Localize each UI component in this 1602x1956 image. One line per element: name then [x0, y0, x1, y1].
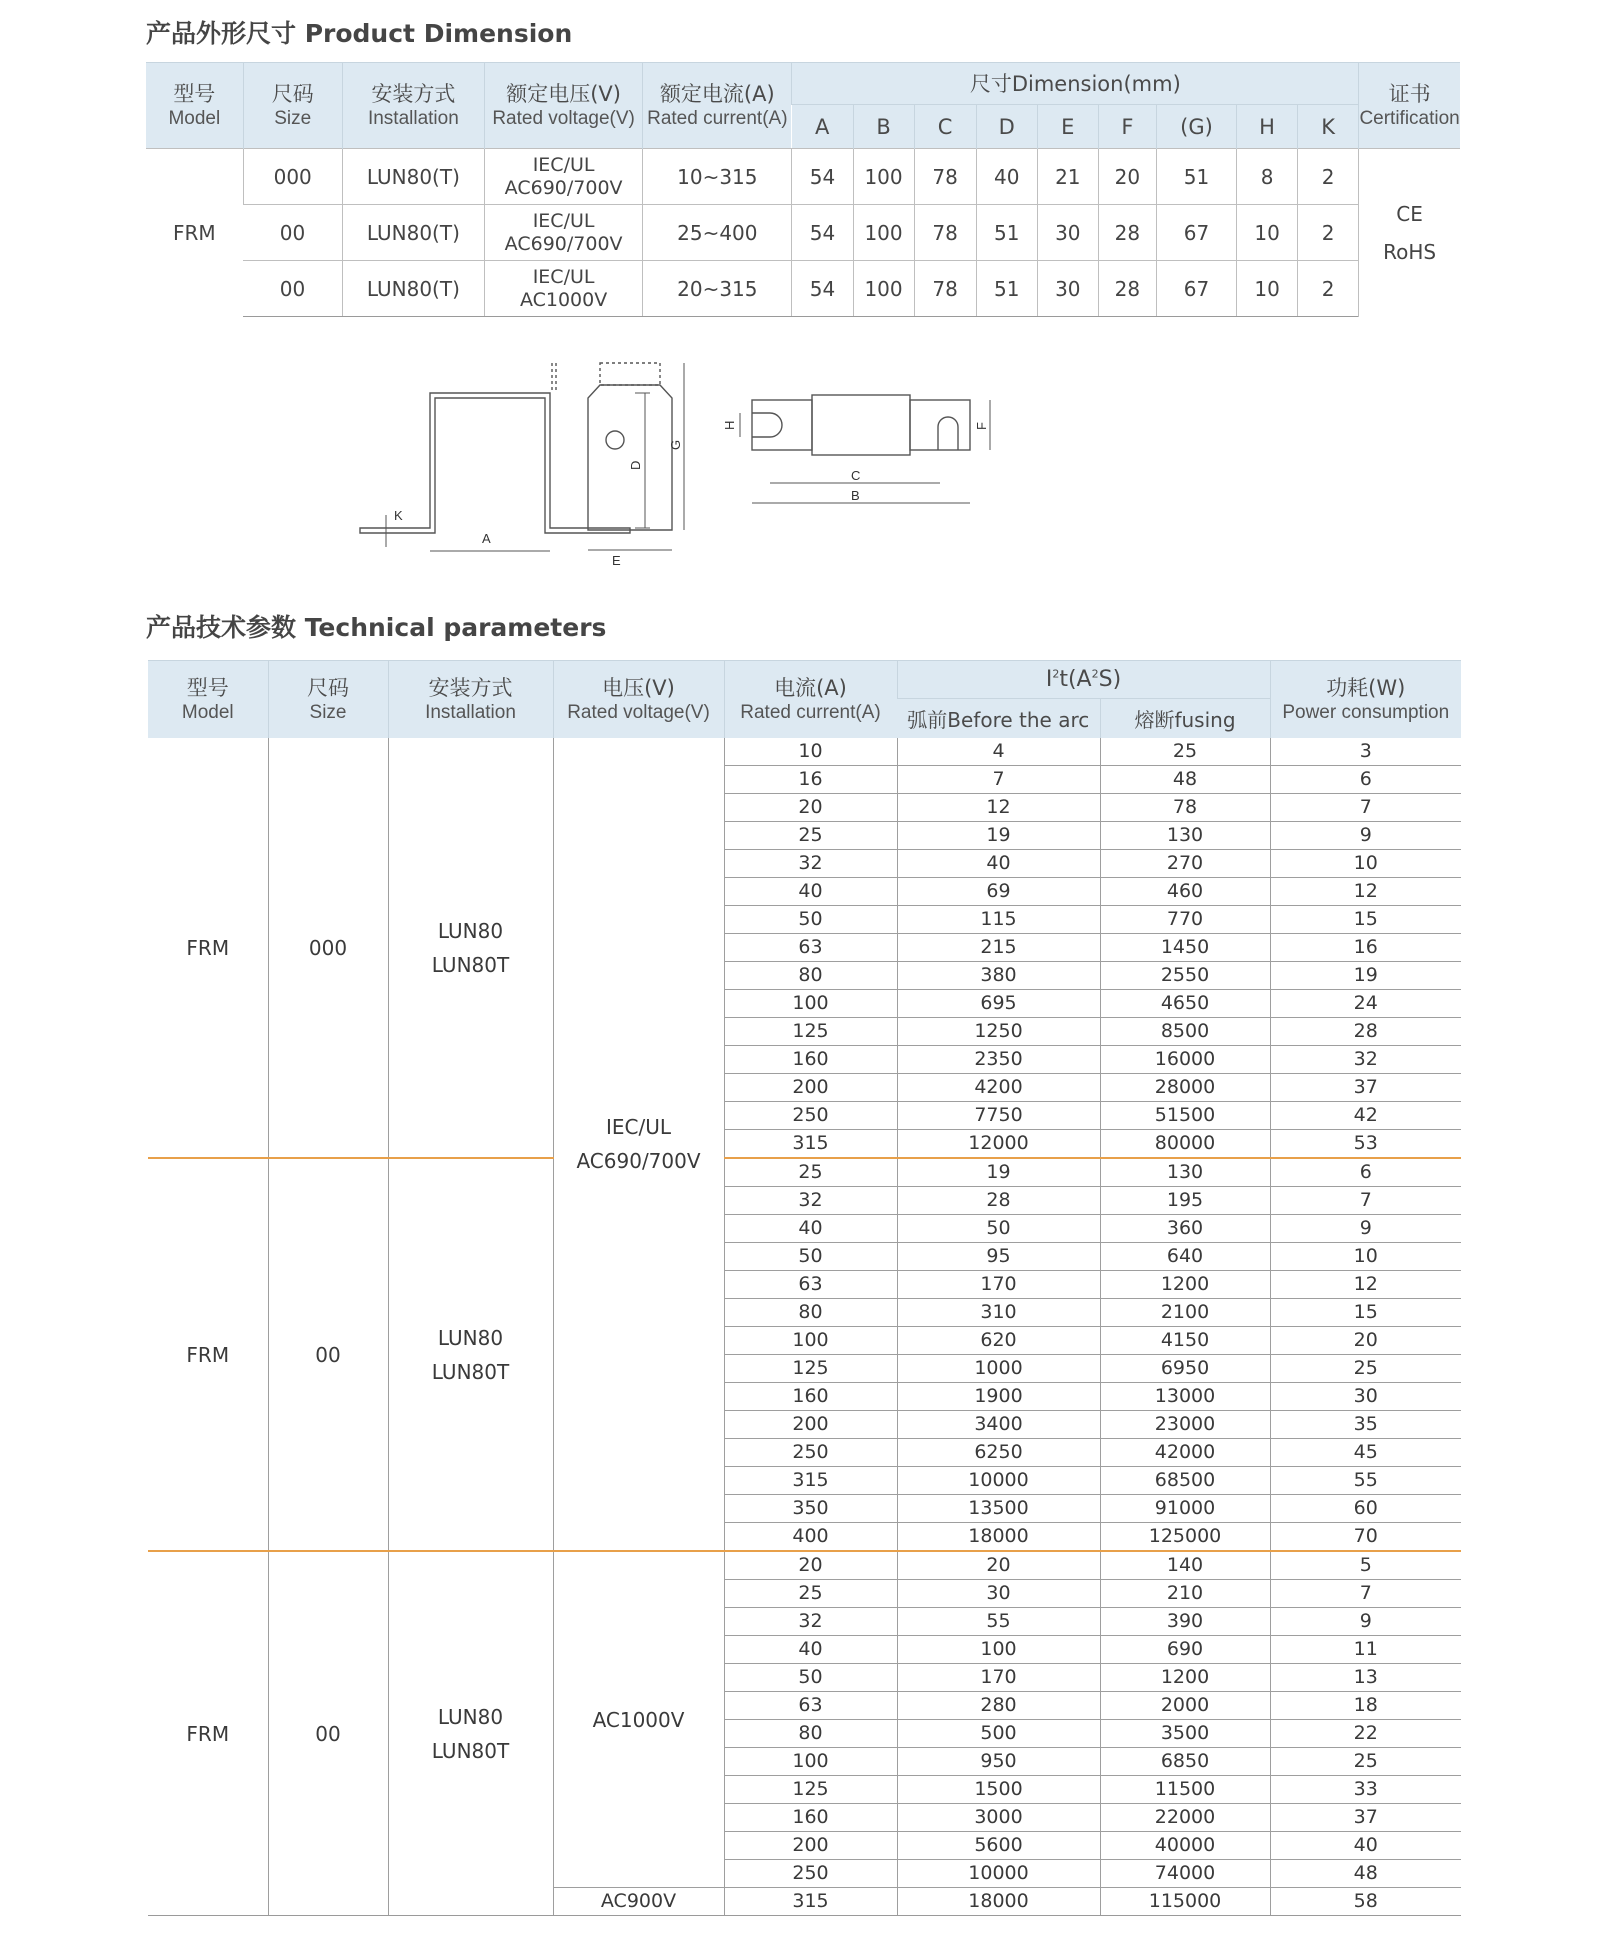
label-b: B: [851, 488, 860, 503]
tech-current-cell: 10: [724, 738, 897, 766]
tech-before-arc-cell: 620: [897, 1327, 1100, 1355]
tech-header-size: 尺码 Size: [268, 661, 388, 739]
tech-current-cell: 160: [724, 1046, 897, 1074]
dim-row: [146, 205, 1460, 261]
dim-value-cell: 20: [1098, 149, 1156, 205]
tech-power-cell: 22: [1270, 1720, 1461, 1748]
tech-power-cell: 7: [1270, 1580, 1461, 1608]
tech-power-cell: 35: [1270, 1411, 1461, 1439]
label-g: G: [668, 439, 683, 450]
tech-before-arc-cell: 695: [897, 990, 1100, 1018]
tech-header-model: 型号 Model: [148, 661, 268, 739]
dim-value-cell: 100: [853, 205, 914, 261]
tech-before-arc-cell: 12000: [897, 1130, 1100, 1159]
tech-before-arc-cell: 18000: [897, 1523, 1100, 1552]
product-dimension-title: 产品外形尺寸 Product Dimension: [146, 19, 573, 48]
tech-power-cell: 6: [1270, 1158, 1461, 1187]
dim-current-cell: 10~315: [643, 149, 792, 205]
dim-value-cell: 100: [853, 149, 914, 205]
tech-fusing-cell: 78: [1100, 794, 1270, 822]
tech-before-arc-cell: 40: [897, 850, 1100, 878]
tech-current-cell: 25: [724, 1580, 897, 1608]
tech-before-arc-cell: 1900: [897, 1383, 1100, 1411]
tech-fusing-cell: 28000: [1100, 1074, 1270, 1102]
dim-installation-cell: LUN80(T): [342, 149, 484, 205]
tech-current-cell: 80: [724, 962, 897, 990]
tech-current-cell: 315: [724, 1888, 897, 1916]
dim-header-current: 额定电流(A) Rated current(A): [643, 63, 792, 149]
dim-current-cell: 25~400: [643, 205, 792, 261]
tech-installation-cell: LUN80 LUN80T: [388, 1551, 553, 1916]
dim-col-h: H: [1237, 105, 1298, 149]
tech-current-cell: 25: [724, 822, 897, 850]
label-a: A: [482, 531, 491, 546]
tech-before-arc-cell: 500: [897, 1720, 1100, 1748]
dim-value-cell: 54: [792, 205, 853, 261]
tech-power-cell: 9: [1270, 822, 1461, 850]
tech-before-arc-cell: 7750: [897, 1102, 1100, 1130]
tech-current-cell: 100: [724, 1748, 897, 1776]
tech-fusing-cell: 11500: [1100, 1776, 1270, 1804]
tech-voltage-cell: AC1000V: [553, 1551, 724, 1888]
tech-power-cell: 48: [1270, 1860, 1461, 1888]
dim-col-f: F: [1098, 105, 1156, 149]
tech-before-arc-cell: 5600: [897, 1832, 1100, 1860]
tech-fusing-cell: 42000: [1100, 1439, 1270, 1467]
tech-fusing-cell: 22000: [1100, 1804, 1270, 1832]
dim-col-b: B: [853, 105, 914, 149]
tech-before-arc-cell: 30: [897, 1580, 1100, 1608]
tech-fusing-cell: 195: [1100, 1187, 1270, 1215]
technical-parameters-title: 产品技术参数 Technical parameters: [146, 613, 607, 642]
dim-value-cell: 54: [792, 261, 853, 317]
tech-current-cell: 63: [724, 1271, 897, 1299]
tech-before-arc-cell: 215: [897, 934, 1100, 962]
fuse-dimension-drawing: [350, 355, 1250, 585]
tech-power-cell: 9: [1270, 1608, 1461, 1636]
tech-fusing-cell: 125000: [1100, 1523, 1270, 1552]
label-h: H: [722, 420, 737, 430]
tech-fusing-cell: 23000: [1100, 1411, 1270, 1439]
tech-before-arc-cell: 310: [897, 1299, 1100, 1327]
tech-power-cell: 70: [1270, 1523, 1461, 1552]
tech-power-cell: 10: [1270, 850, 1461, 878]
tech-fusing-cell: 48: [1100, 766, 1270, 794]
tech-power-cell: 33: [1270, 1776, 1461, 1804]
tech-before-arc-cell: 55: [897, 1608, 1100, 1636]
fuse-top-view: [740, 395, 990, 503]
dim-value-cell: 30: [1037, 205, 1098, 261]
tech-installation-cell: LUN80 LUN80T: [388, 738, 553, 1158]
tech-header-current: 电流(A) Rated current(A): [724, 661, 897, 739]
dim-installation-cell: LUN80(T): [342, 205, 484, 261]
tech-model-cell: FRM: [148, 1551, 268, 1916]
tech-size-cell: 00: [268, 1551, 388, 1916]
tech-before-arc-cell: 12: [897, 794, 1100, 822]
tech-fusing-cell: 25: [1100, 738, 1270, 766]
dim-value-cell: 28: [1098, 261, 1156, 317]
dim-voltage-cell: IEC/UL AC690/700V: [484, 205, 642, 261]
tech-current-cell: 200: [724, 1074, 897, 1102]
dim-header-dimension: 尺寸Dimension(mm): [792, 63, 1359, 105]
tech-before-arc-cell: 1500: [897, 1776, 1100, 1804]
tech-header-before-arc: 弧前Before the arc: [897, 699, 1100, 739]
tech-fusing-cell: 1200: [1100, 1271, 1270, 1299]
tech-before-arc-cell: 170: [897, 1271, 1100, 1299]
dim-col-k: K: [1298, 105, 1359, 149]
tech-before-arc-cell: 7: [897, 766, 1100, 794]
tech-before-arc-cell: 4200: [897, 1074, 1100, 1102]
tech-fusing-cell: 80000: [1100, 1130, 1270, 1159]
label-e: E: [612, 553, 621, 568]
tech-size-cell: 00: [268, 1158, 388, 1551]
dim-header-voltage: 额定电压(V) Rated voltage(V): [484, 63, 642, 149]
tech-before-arc-cell: 6250: [897, 1439, 1100, 1467]
tech-power-cell: 5: [1270, 1551, 1461, 1580]
dim-voltage-cell: IEC/UL AC690/700V: [484, 149, 642, 205]
tech-fusing-cell: 460: [1100, 878, 1270, 906]
tech-header-power: 功耗(W) Power consumption: [1270, 661, 1461, 739]
dim-col-a: A: [792, 105, 853, 149]
tech-before-arc-cell: 1000: [897, 1355, 1100, 1383]
dim-value-cell: 54: [792, 149, 853, 205]
tech-before-arc-cell: 20: [897, 1551, 1100, 1580]
tech-current-cell: 40: [724, 1215, 897, 1243]
tech-power-cell: 15: [1270, 906, 1461, 934]
tech-current-cell: 315: [724, 1467, 897, 1495]
tech-fusing-cell: 390: [1100, 1608, 1270, 1636]
tech-power-cell: 9: [1270, 1215, 1461, 1243]
tech-power-cell: 16: [1270, 934, 1461, 962]
tech-power-cell: 25: [1270, 1748, 1461, 1776]
tech-power-cell: 12: [1270, 1271, 1461, 1299]
tech-power-cell: 7: [1270, 794, 1461, 822]
dim-size-cell: 000: [243, 149, 342, 205]
tech-voltage-cell: AC900V: [553, 1888, 724, 1916]
tech-fusing-cell: 68500: [1100, 1467, 1270, 1495]
tech-power-cell: 25: [1270, 1355, 1461, 1383]
tech-current-cell: 250: [724, 1439, 897, 1467]
tech-before-arc-cell: 50: [897, 1215, 1100, 1243]
tech-power-cell: 58: [1270, 1888, 1461, 1916]
table-row: [148, 1158, 1461, 1187]
dim-value-cell: 67: [1156, 261, 1236, 317]
dim-cert-cell: CE RoHS: [1359, 149, 1460, 317]
tech-fusing-cell: 2000: [1100, 1692, 1270, 1720]
tech-before-arc-cell: 10000: [897, 1860, 1100, 1888]
tech-before-arc-cell: 19: [897, 822, 1100, 850]
dim-installation-cell: LUN80(T): [342, 261, 484, 317]
tech-header-installation: 安装方式 Installation: [388, 661, 553, 739]
dim-col-g: (G): [1156, 105, 1236, 149]
tech-current-cell: 20: [724, 1551, 897, 1580]
tech-header-fusing: 熔断fusing: [1100, 699, 1270, 739]
tech-power-cell: 40: [1270, 1832, 1461, 1860]
tech-power-cell: 55: [1270, 1467, 1461, 1495]
dim-value-cell: 78: [914, 261, 976, 317]
tech-current-cell: 32: [724, 1187, 897, 1215]
tech-before-arc-cell: 95: [897, 1243, 1100, 1271]
tech-model-cell: FRM: [148, 738, 268, 1158]
tech-power-cell: 18: [1270, 1692, 1461, 1720]
tech-power-cell: 37: [1270, 1074, 1461, 1102]
dim-current-cell: 20~315: [643, 261, 792, 317]
tech-power-cell: 28: [1270, 1018, 1461, 1046]
tech-fusing-cell: 130: [1100, 1158, 1270, 1187]
tech-current-cell: 63: [724, 1692, 897, 1720]
dim-value-cell: 2: [1298, 149, 1359, 205]
tech-fusing-cell: 6950: [1100, 1355, 1270, 1383]
tech-current-cell: 200: [724, 1411, 897, 1439]
tech-current-cell: 350: [724, 1495, 897, 1523]
tech-header-i2t: $I^2t(A^2S)$: [897, 661, 1270, 699]
tech-fusing-cell: 6850: [1100, 1748, 1270, 1776]
dim-value-cell: 28: [1098, 205, 1156, 261]
label-f: F: [974, 422, 989, 430]
dim-row: [146, 149, 1460, 205]
tech-before-arc-cell: 2350: [897, 1046, 1100, 1074]
dim-value-cell: 2: [1298, 205, 1359, 261]
tech-before-arc-cell: 69: [897, 878, 1100, 906]
tech-installation-cell: LUN80 LUN80T: [388, 1158, 553, 1551]
tech-power-cell: 32: [1270, 1046, 1461, 1074]
dim-header-certification: 证书 Certification: [1359, 63, 1460, 149]
tech-current-cell: 50: [724, 906, 897, 934]
tech-before-arc-cell: 170: [897, 1664, 1100, 1692]
dim-value-cell: 67: [1156, 205, 1236, 261]
table-row: [148, 738, 1461, 766]
dim-value-cell: 51: [1156, 149, 1236, 205]
tech-before-arc-cell: 115: [897, 906, 1100, 934]
tech-before-arc-cell: 10000: [897, 1467, 1100, 1495]
tech-current-cell: 80: [724, 1720, 897, 1748]
tech-fusing-cell: 16000: [1100, 1046, 1270, 1074]
dim-value-cell: 21: [1037, 149, 1098, 205]
dim-col-c: C: [914, 105, 976, 149]
tech-fusing-cell: 40000: [1100, 1832, 1270, 1860]
tech-fusing-cell: 51500: [1100, 1102, 1270, 1130]
tech-current-cell: 32: [724, 1608, 897, 1636]
tech-power-cell: 19: [1270, 962, 1461, 990]
tech-current-cell: 20: [724, 794, 897, 822]
dim-value-cell: 2: [1298, 261, 1359, 317]
tech-fusing-cell: 3500: [1100, 1720, 1270, 1748]
tech-current-cell: 16: [724, 766, 897, 794]
tech-current-cell: 315: [724, 1130, 897, 1159]
tech-power-cell: 20: [1270, 1327, 1461, 1355]
tech-fusing-cell: 360: [1100, 1215, 1270, 1243]
tech-voltage-cell: IEC/UL AC690/700V: [553, 738, 724, 1551]
dim-row: [146, 261, 1460, 317]
tech-power-cell: 6: [1270, 766, 1461, 794]
dim-value-cell: 78: [914, 149, 976, 205]
tech-current-cell: 125: [724, 1776, 897, 1804]
label-d: D: [628, 460, 643, 470]
tech-current-cell: 100: [724, 1327, 897, 1355]
tech-fusing-cell: 2550: [1100, 962, 1270, 990]
tech-power-cell: 11: [1270, 1636, 1461, 1664]
tech-current-cell: 25: [724, 1158, 897, 1187]
tech-before-arc-cell: 100: [897, 1636, 1100, 1664]
tech-current-cell: 80: [724, 1299, 897, 1327]
tech-fusing-cell: 690: [1100, 1636, 1270, 1664]
tech-current-cell: 40: [724, 1636, 897, 1664]
dim-header-model: 型号 Model: [146, 63, 243, 149]
tech-before-arc-cell: 19: [897, 1158, 1100, 1187]
tech-before-arc-cell: 3000: [897, 1804, 1100, 1832]
dim-value-cell: 10: [1237, 261, 1298, 317]
tech-header-voltage: 电压(V) Rated voltage(V): [553, 661, 724, 739]
tech-before-arc-cell: 280: [897, 1692, 1100, 1720]
tech-power-cell: 12: [1270, 878, 1461, 906]
label-c: C: [851, 468, 861, 483]
dim-value-cell: 51: [976, 205, 1037, 261]
tech-current-cell: 400: [724, 1523, 897, 1552]
tech-fusing-cell: 13000: [1100, 1383, 1270, 1411]
tech-fusing-cell: 4650: [1100, 990, 1270, 1018]
tech-power-cell: 60: [1270, 1495, 1461, 1523]
tech-power-cell: 42: [1270, 1102, 1461, 1130]
tech-current-cell: 125: [724, 1355, 897, 1383]
dimension-table: [146, 62, 1460, 317]
tech-power-cell: 30: [1270, 1383, 1461, 1411]
dim-size-cell: 00: [243, 261, 342, 317]
tech-current-cell: 250: [724, 1102, 897, 1130]
dim-value-cell: 40: [976, 149, 1037, 205]
tech-current-cell: 160: [724, 1804, 897, 1832]
tech-current-cell: 63: [724, 934, 897, 962]
tech-power-cell: 7: [1270, 1187, 1461, 1215]
tech-current-cell: 100: [724, 990, 897, 1018]
tech-current-cell: 200: [724, 1832, 897, 1860]
tech-current-cell: 32: [724, 850, 897, 878]
fuse-side-view: [360, 363, 650, 551]
tech-fusing-cell: 270: [1100, 850, 1270, 878]
tech-before-arc-cell: 13500: [897, 1495, 1100, 1523]
tech-power-cell: 15: [1270, 1299, 1461, 1327]
technical-parameters-table: [148, 660, 1461, 1916]
tech-before-arc-cell: 950: [897, 1748, 1100, 1776]
tech-current-cell: 160: [724, 1383, 897, 1411]
table-row: [148, 1551, 1461, 1580]
dim-value-cell: 10: [1237, 205, 1298, 261]
dim-header-size: 尺码 Size: [243, 63, 342, 149]
tech-fusing-cell: 8500: [1100, 1018, 1270, 1046]
tech-power-cell: 53: [1270, 1130, 1461, 1159]
tech-size-cell: 000: [268, 738, 388, 1158]
tech-before-arc-cell: 3400: [897, 1411, 1100, 1439]
label-k: K: [394, 508, 403, 523]
tech-current-cell: 50: [724, 1243, 897, 1271]
dim-value-cell: 100: [853, 261, 914, 317]
tech-fusing-cell: 640: [1100, 1243, 1270, 1271]
dim-model-cell: FRM: [146, 149, 243, 317]
tech-fusing-cell: 4150: [1100, 1327, 1270, 1355]
tech-power-cell: 3: [1270, 738, 1461, 766]
tech-power-cell: 13: [1270, 1664, 1461, 1692]
dim-value-cell: 51: [976, 261, 1037, 317]
dim-size-cell: 00: [243, 205, 342, 261]
dim-value-cell: 78: [914, 205, 976, 261]
tech-before-arc-cell: 1250: [897, 1018, 1100, 1046]
tech-fusing-cell: 115000: [1100, 1888, 1270, 1916]
tech-fusing-cell: 140: [1100, 1551, 1270, 1580]
tech-current-cell: 125: [724, 1018, 897, 1046]
dim-voltage-cell: IEC/UL AC1000V: [484, 261, 642, 317]
tech-fusing-cell: 1450: [1100, 934, 1270, 962]
tech-model-cell: FRM: [148, 1158, 268, 1551]
tech-power-cell: 45: [1270, 1439, 1461, 1467]
tech-before-arc-cell: 4: [897, 738, 1100, 766]
tech-before-arc-cell: 28: [897, 1187, 1100, 1215]
tech-fusing-cell: 770: [1100, 906, 1270, 934]
tech-fusing-cell: 210: [1100, 1580, 1270, 1608]
tech-fusing-cell: 91000: [1100, 1495, 1270, 1523]
dim-col-d: D: [976, 105, 1037, 149]
dim-value-cell: 30: [1037, 261, 1098, 317]
dim-header-installation: 安装方式 Installation: [342, 63, 484, 149]
fuse-front-view: [588, 363, 684, 550]
tech-fusing-cell: 1200: [1100, 1664, 1270, 1692]
tech-current-cell: 250: [724, 1860, 897, 1888]
tech-fusing-cell: 2100: [1100, 1299, 1270, 1327]
tech-current-cell: 50: [724, 1664, 897, 1692]
tech-fusing-cell: 74000: [1100, 1860, 1270, 1888]
tech-fusing-cell: 130: [1100, 822, 1270, 850]
tech-before-arc-cell: 380: [897, 962, 1100, 990]
tech-power-cell: 37: [1270, 1804, 1461, 1832]
tech-before-arc-cell: 18000: [897, 1888, 1100, 1916]
tech-power-cell: 10: [1270, 1243, 1461, 1271]
dim-value-cell: 8: [1237, 149, 1298, 205]
tech-current-cell: 40: [724, 878, 897, 906]
tech-power-cell: 24: [1270, 990, 1461, 1018]
dim-col-e: E: [1037, 105, 1098, 149]
